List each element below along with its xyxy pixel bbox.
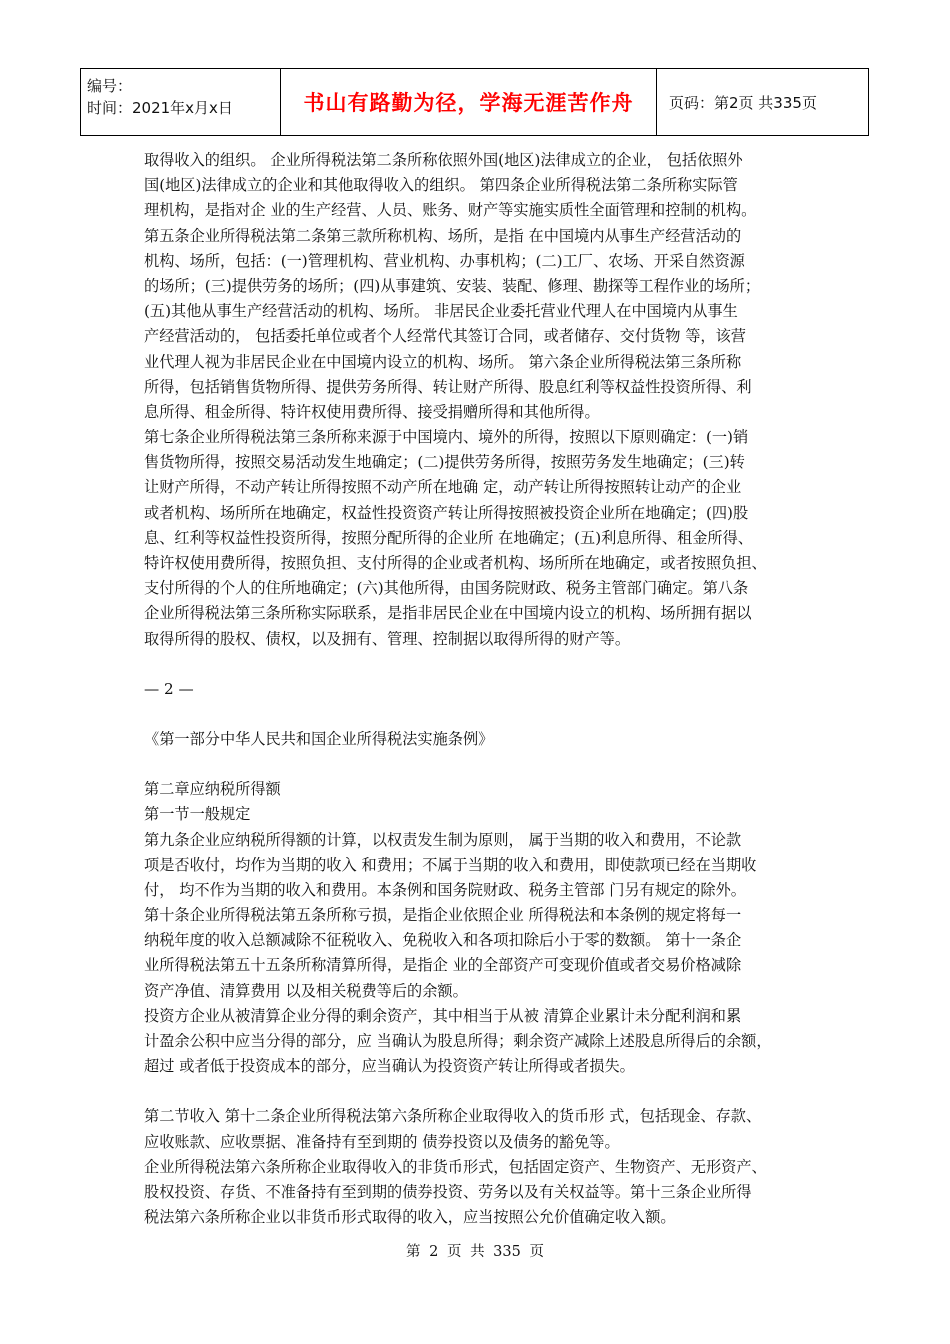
- text-line: 项是否收付，均作为当期的收入 和费用；不属于当期的收入和费用，即使款项已经在当期收: [144, 855, 757, 874]
- text-line: 应收账款、应收票据、准备持有至到期的 债券投资以及债务的豁免等。: [144, 1132, 620, 1151]
- text-line: 息、红利等权益性投资所得，按照分配所得的企业所 在地确定；(五)利息所得、租金所得、: [144, 528, 753, 547]
- text-line: 息所得、租金所得、特许权使用费所得、接受捐赠所得和其他所得。: [144, 402, 600, 421]
- number-label: 编号：: [87, 77, 133, 95]
- text-line: 售货物所得，按照交易活动发生地确定；(二)提供劳务所得，按照劳务发生地确定；(三)转: [144, 453, 745, 472]
- text-line: 计盈余公积中应当分得的部分，应 当确认为股息所得；剩余资产减除上述股息所得后的余额，: [144, 1032, 772, 1050]
- page-footer: 第 2 页 共 335 页: [406, 1244, 544, 1260]
- text-line: 第十条企业所得税法第五条所称亏损，是指企业依照企业 所得税法和本条例的规定将每一: [144, 906, 742, 925]
- text-line: (五)其他从事生产经营活动的机构、场所。 非居民企业委托营业代理人在中国境内从事生: [144, 302, 738, 321]
- text-line: 或者机构、场所所在地确定，权益性投资资产转让所得按照被投资企业所在地确定；(四)股: [144, 503, 749, 522]
- text-line: 让财产所得，不动产转让所得按照不动产所在地确 定，动产转让所得按照转让动产的企业: [144, 478, 742, 497]
- text-line: 第五条企业所得税法第二条第三款所称机构、场所，是指 在中国境内从事生产经营活动的: [144, 226, 742, 245]
- text-line: 第二章应纳税所得额: [144, 780, 281, 799]
- document-body: [144, 148, 824, 1230]
- text-line: 第九条企业应纳税所得额的计算，以权责发生制为原则， 属于当期的收入和费用，不论款: [144, 830, 742, 849]
- text-line: 税法第六条所称企业以非货币形式取得的收入，应当按照公允价值确定收入额。: [144, 1208, 676, 1227]
- doc-title: 《第一部分中华人民共和国企业所得税法实施条例》: [144, 729, 494, 748]
- text-line: 机构、场所，包括：(一)管理机构、营业机构、办事机构；(二)工厂、农场、开采自然资源: [144, 251, 745, 270]
- text-line: 超过 或者低于投资成本的部分，应当确认为投资资产转让所得或者损失。: [144, 1057, 635, 1076]
- text-line: 的场所；(三)提供劳务的场所；(四)从事建筑、安装、装配、修理、勘探等工程作业的场所；: [144, 276, 761, 295]
- header-page-info: 页码：第2页 共335页: [669, 93, 817, 112]
- text-line: 企业所得税法第六条所称企业取得收入的非货币形式，包括固定资产、生物资产、无形资产、: [144, 1157, 767, 1176]
- text-line: 理机构，是指对企 业的生产经营、人员、账务、财产等实施实质性全面管理和控制的机构。: [144, 201, 757, 220]
- page-header: [80, 68, 869, 136]
- text-line: 企业所得税法第三条所称实际联系，是指非居民企业在中国境内设立的机构、场所拥有据以: [144, 604, 752, 623]
- page-mark: — 2 —: [144, 679, 194, 698]
- article-block-1: [144, 148, 824, 652]
- text-line: 投资方企业从被清算企业分得的剩余资产，其中相当于从被 清算企业累计未分配利润和累: [144, 1006, 742, 1025]
- header-slogan: 书山有路勤为径，学海无涯苦作舟: [281, 69, 657, 135]
- text-line: 取得所得的股权、债权，以及拥有、管理、控制据以取得所得的财产等。: [144, 629, 630, 648]
- text-line: 第一节一般规定: [144, 805, 251, 824]
- time-label: 时间：2021年x月x日: [87, 99, 233, 117]
- text-line: 支付所得的个人的住所地确定；(六)其他所得，由国务院财政、税务主管部门确定。第八条: [144, 579, 749, 598]
- article-block-2: [144, 777, 824, 1079]
- text-line: 第七条企业所得税法第三条所称来源于中国境内、境外的所得，按照以下原则确定：(一)销: [144, 428, 749, 447]
- text-line: 股权投资、存货、不准备持有至到期的债券投资、劳务以及有关权益等。第十三条企业所得: [144, 1182, 752, 1201]
- text-line: 产经营活动的， 包括委托单位或者个人经常代其签订合同，或者储存、交付货物 等，该营: [144, 327, 746, 346]
- article-block-3: [144, 1104, 824, 1230]
- text-line: 第二节收入 第十二条企业所得税法第六条所称企业取得收入的货币形 式，包括现金、存款、: [144, 1107, 762, 1126]
- text-line: 资产净值、清算费用 以及相关税费等后的余额。: [144, 981, 468, 1000]
- text-line: 所得，包括销售货物所得、提供劳务所得、转让财产所得、股息红利等权益性投资所得、利: [144, 377, 752, 396]
- text-line: 特许权使用费所得，按照负担、支付所得的企业或者机构、场所所在地确定，或者按照负担、: [144, 554, 767, 572]
- header-meta: [81, 69, 281, 135]
- text-line: 业代理人视为非居民企业在中国境内设立的机构、场所。 第六条企业所得税法第三条所称: [144, 352, 742, 371]
- text-line: 国(地区)法律成立的企业和其他取得收入的组织。 第四条企业所得税法第二条所称实际管: [144, 176, 738, 195]
- text-line: 付， 均不作为当期的收入和费用。本条例和国务院财政、税务主管部 门另有规定的除外。: [144, 880, 746, 899]
- text-line: 业所得税法第五十五条所称清算所得，是指企 业的全部资产可变现价值或者交易价格减除: [144, 956, 742, 975]
- text-line: 纳税年度的收入总额减除不征税收入、免税收入和各项扣除后小于零的数额。 第十一条企: [144, 931, 742, 950]
- text-line: 取得收入的组织。 企业所得税法第二条所称依照外国(地区)法律成立的企业， 包括依照外: [144, 151, 743, 169]
